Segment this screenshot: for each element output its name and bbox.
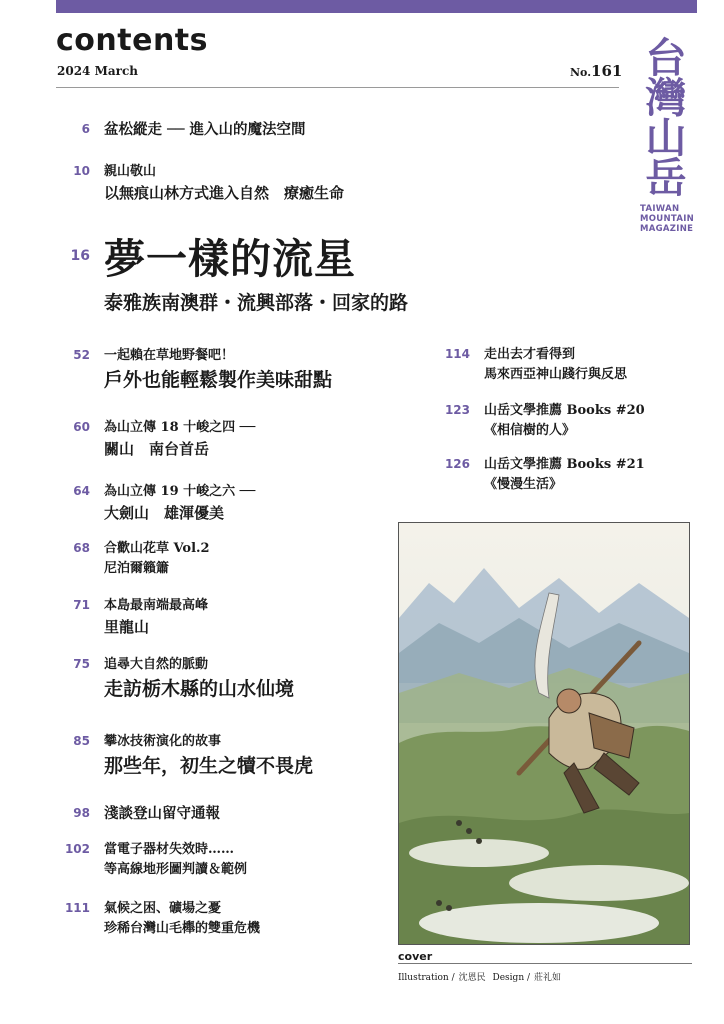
designer-name: 莊礼如 bbox=[534, 973, 562, 983]
entry-kicker: 為山立傳 19 十峻之六 ── bbox=[104, 484, 256, 499]
entry-title: 《慢漫生活》 bbox=[484, 477, 563, 492]
cover-illustration-art bbox=[399, 523, 689, 944]
logo-english-line: MAGAZINE bbox=[640, 224, 694, 234]
page-number: 98 bbox=[73, 806, 90, 820]
logo-english-line: MOUNTAIN bbox=[640, 214, 695, 224]
logo-english-line: TAIWAN bbox=[640, 204, 680, 214]
entry-title: 關山 南台首岳 bbox=[104, 440, 210, 458]
entry-title: 走訪栃木縣的山水仙境 bbox=[104, 678, 295, 700]
page-number: 123 bbox=[444, 403, 470, 417]
toc-entry[interactable] bbox=[73, 596, 209, 638]
entry-title: 尼泊爾籟簫 bbox=[104, 561, 170, 576]
entry-kicker: 為山立傳 18 十峻之四 ── bbox=[104, 420, 256, 435]
entry-kicker: 親山敬山 bbox=[104, 164, 157, 179]
page-number: 75 bbox=[73, 657, 90, 671]
magazine-logo bbox=[640, 34, 710, 234]
entry-title: 大劍山 雄渾優美 bbox=[104, 504, 225, 522]
page-number: 114 bbox=[444, 347, 470, 361]
toc-entry[interactable] bbox=[73, 539, 210, 579]
entry-title: 戶外也能輕鬆製作美味甜點 bbox=[104, 369, 333, 391]
toc-entry[interactable] bbox=[73, 655, 295, 703]
toc-entry[interactable] bbox=[444, 455, 645, 495]
toc-entry[interactable] bbox=[444, 345, 628, 385]
issue-number-value: 161 bbox=[591, 62, 623, 80]
entry-title: 里龍山 bbox=[104, 618, 150, 636]
entry-title: 盆松縱走 ── 進入山的魔法空間 bbox=[104, 121, 306, 138]
entry-kicker: 氣候之困、礦場之憂 bbox=[104, 901, 222, 916]
toc-entry[interactable] bbox=[444, 401, 645, 441]
entry-title: 淺談登山留守通報 bbox=[104, 805, 220, 822]
logo-char: 灣 bbox=[645, 74, 687, 122]
entry-kicker: 合歡山花草 Vol.2 bbox=[104, 541, 210, 556]
entry-title: 等高線地形圖判讀＆範例 bbox=[104, 862, 248, 877]
feature-subtitle: 泰雅族南澳群・流興部落・回家的路 bbox=[104, 292, 409, 314]
page-number: 60 bbox=[73, 420, 90, 434]
logo-char: 山 bbox=[645, 114, 687, 162]
toc-feature-entry[interactable] bbox=[70, 234, 409, 318]
logo-char: 台 bbox=[645, 34, 687, 82]
page-number: 64 bbox=[73, 484, 90, 498]
toc-entry[interactable] bbox=[73, 162, 345, 204]
illustrator-name: 沈恩民 bbox=[458, 973, 486, 983]
cover-illustration[interactable] bbox=[398, 522, 690, 945]
page-number: 68 bbox=[73, 541, 90, 555]
issue-date: 2024 March bbox=[57, 64, 138, 78]
toc-entry[interactable] bbox=[73, 482, 256, 524]
entry-kicker: 山岳文學推薦 Books #21 bbox=[484, 457, 645, 472]
design-label: Design / bbox=[492, 973, 531, 983]
page-number: 111 bbox=[64, 901, 90, 915]
toc-entry[interactable] bbox=[73, 732, 314, 780]
entry-kicker: 一起賴在草地野餐吧！ bbox=[104, 348, 235, 363]
page-number: 126 bbox=[444, 457, 470, 471]
top-accent-bar bbox=[56, 0, 697, 13]
page-number: 102 bbox=[64, 842, 90, 856]
feature-title: 夢一樣的流星 bbox=[104, 235, 356, 283]
page-number: 52 bbox=[73, 348, 90, 362]
logo-char: 岳 bbox=[645, 154, 687, 202]
toc-entry[interactable] bbox=[81, 120, 306, 140]
entry-kicker: 山岳文學推薦 Books #20 bbox=[484, 403, 645, 418]
cover-divider bbox=[398, 963, 692, 964]
issue-number-label: No. bbox=[570, 66, 592, 79]
entry-kicker: 當電子器材失效時…… bbox=[104, 842, 235, 857]
entry-kicker: 攀冰技術演化的故事 bbox=[104, 734, 222, 749]
toc-entry[interactable] bbox=[64, 899, 261, 939]
toc-entry[interactable] bbox=[73, 346, 333, 394]
header-divider bbox=[56, 87, 619, 88]
page-number: 71 bbox=[73, 598, 90, 612]
entry-title: 《相信樹的人》 bbox=[484, 423, 576, 438]
illustration-label: Illustration / bbox=[398, 973, 455, 983]
cover-label: cover bbox=[398, 950, 433, 963]
entry-kicker: 追尋大自然的脈動 bbox=[104, 657, 209, 672]
entry-title: 以無痕山林方式進入自然 療癒生命 bbox=[104, 184, 345, 202]
entry-title: 那些年，初生之犢不畏虎 bbox=[104, 755, 314, 777]
page-number: 10 bbox=[73, 164, 90, 178]
page-number: 16 bbox=[70, 248, 90, 264]
toc-entry[interactable] bbox=[64, 840, 248, 880]
logo-english bbox=[640, 204, 710, 234]
issue-number bbox=[570, 62, 622, 80]
page-number: 85 bbox=[73, 734, 90, 748]
entry-kicker: 走出去才看得到 bbox=[484, 347, 576, 362]
toc-entry[interactable] bbox=[73, 418, 256, 460]
page-number: 6 bbox=[81, 122, 90, 136]
entry-title: 珍稀台灣山毛櫸的雙重危機 bbox=[104, 921, 261, 936]
entry-title: 馬來西亞神山踐行與反思 bbox=[484, 367, 628, 382]
entry-kicker: 本島最南端最高峰 bbox=[104, 598, 209, 613]
page-title: contents bbox=[56, 23, 208, 58]
cover-credit bbox=[398, 970, 565, 983]
toc-entry[interactable] bbox=[73, 804, 220, 824]
